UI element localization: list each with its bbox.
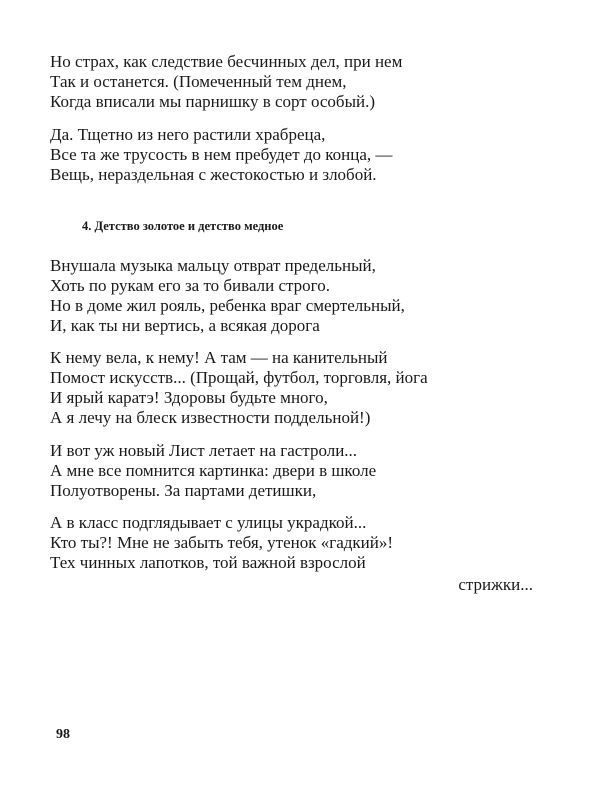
poem-line: Да. Тщетно из него растили храбреца, [50,125,326,144]
poem-line-continuation: стрижки... [458,575,533,594]
poem-line: А в класс подглядывает с улицы украдкой... [50,513,367,532]
poem-line: Когда вписали мы парнишку в сорт особый.) [50,92,376,111]
poem-line: Так и останется. (Помеченный тем днем, [50,72,347,91]
section-heading: 4. Детство золотое и детство медное [82,219,284,233]
poem-line: Вещь, нераздельная с жестокостью и злобой. [50,165,377,184]
poem-line: И, как ты ни вертись, а всякая дорога [50,316,320,335]
poem-line: А я лечу на блеск известности поддельной!) [50,408,371,427]
page-number: 98 [56,727,70,742]
poem-line: К нему вела, к нему! А там — на канительный [50,348,388,367]
poem-line: И ярый каратэ! Здоровы будьте много, [50,388,328,407]
poem-line: Полуотворены. За партами детишки, [50,481,317,500]
poem-line: И вот уж новый Лист летает на гастроли... [50,441,358,460]
poem-line: Внушала музыка мальцу отврат предельный, [50,256,376,275]
poem-line: Помост искусств... (Прощай, футбол, торговля, йога [50,368,428,387]
poem-line: А мне все помнится картинка: двери в школе [50,461,377,480]
poem-line: Кто ты?! Мне не забыть тебя, утенок «гадкий»! [50,533,394,552]
poem-line: Хоть по рукам его за то бивали строго. [50,276,330,295]
poem-line: Все та же трусость в нем пребудет до конца, — [50,145,393,164]
poem-line: Тех чинных лапотков, той важной взрослой [50,553,366,572]
poem-line: Но страх, как следствие бесчинных дел, при нем [50,52,403,71]
poem-line: Но в доме жил рояль, ребенка враг смертельный, [50,296,405,315]
